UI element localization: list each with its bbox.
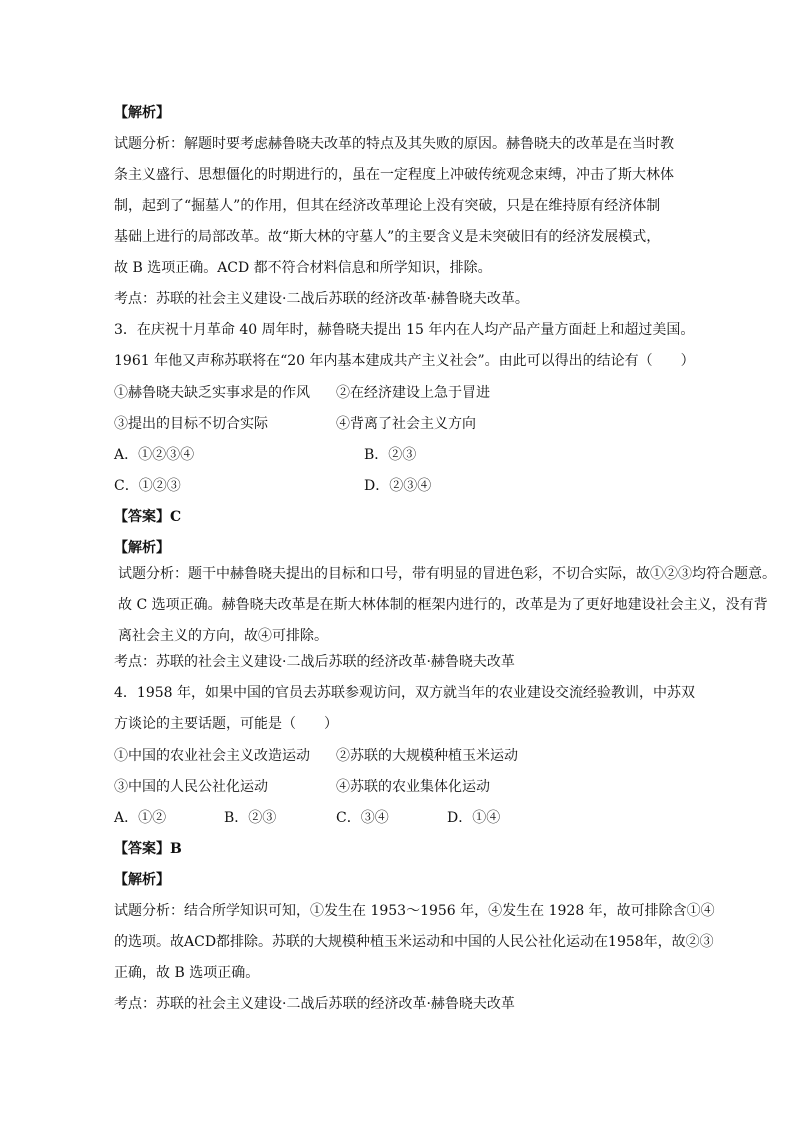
question-4-stem: 4．1958 年，如果中国的官员去苏联参观访问，双方就当年的农业建设交流经验教训，中苏双 bbox=[114, 685, 695, 701]
paragraph-line: 故 B 选项正确。ACD 都不符合材料信息和所学知识，排除。 bbox=[114, 260, 492, 276]
paragraph-line: 试题分析：解题时要考虑赫鲁晓夫改革的特点及其失败的原因。赫鲁晓夫的改革是在当时教 bbox=[114, 136, 674, 152]
paragraph-line: 故 C 选项正确。赫鲁晓夫改革是在斯大林体制的框架内进行的，改革是为了更好地建设社会主义，没有背 bbox=[118, 597, 768, 613]
choice-d: D．①④ bbox=[447, 810, 501, 826]
knowledge-point: 考点：苏联的社会主义建设·二战后苏联的经济改革·赫鲁晓夫改革 bbox=[114, 996, 515, 1012]
analysis-heading: 【解析】 bbox=[114, 105, 170, 121]
choice-b: B．②③ bbox=[364, 447, 417, 463]
choice-a: A．①② bbox=[114, 810, 167, 826]
knowledge-point: 考点：苏联的社会主义建设·二战后苏联的经济改革·赫鲁晓夫改革 bbox=[114, 654, 515, 670]
paragraph-line: 正确，故 B 选项正确。 bbox=[114, 965, 260, 981]
statement-option: ②苏联的大规模种植玉米运动 bbox=[336, 748, 518, 764]
analysis-heading: 【解析】 bbox=[114, 540, 170, 556]
paragraph-line: 离社会主义的方向，故④可排除。 bbox=[118, 628, 328, 644]
paragraph-line: 试题分析：结合所学知识可知，①发生在 1953～1956 年，④发生在 1928 年，故可排除含①④ bbox=[114, 903, 715, 919]
statement-option: ①赫鲁晓夫缺乏实事求是的作风 bbox=[114, 385, 310, 401]
paragraph-line: 制，起到了“掘墓人”的作用，但其在经济改革理论上没有突破，只是在维持原有经济体制 bbox=[114, 198, 661, 214]
analysis-heading: 【解析】 bbox=[114, 872, 170, 888]
choice-c: C．③④ bbox=[336, 810, 389, 826]
statement-option: ④苏联的农业集体化运动 bbox=[336, 779, 490, 795]
choice-c: C．①②③ bbox=[114, 478, 181, 494]
statement-option: ①中国的农业社会主义改造运动 bbox=[114, 748, 310, 764]
knowledge-point: 考点：苏联的社会主义建设·二战后苏联的经济改革·赫鲁晓夫改革。 bbox=[114, 291, 529, 307]
answer-line: 【答案】C bbox=[114, 509, 182, 525]
choice-d: D．②③④ bbox=[364, 478, 432, 494]
question-3-stem: 3．在庆祝十月革命 40 周年时，赫鲁晓夫提出 15 年内在人均产品产量方面赶上和超过美国。 bbox=[114, 322, 695, 338]
paragraph-line: 的选项。故ACD都排除。苏联的大规模种植玉米运动和中国的人民公社化运动在1958年，故②③ bbox=[114, 934, 714, 950]
paragraph-line: 基础上进行的局部改革。故“斯大林的守墓人”的主要含义是未突破旧有的经济发展模式， bbox=[114, 229, 661, 245]
statement-option: ④背离了社会主义方向 bbox=[336, 416, 476, 432]
question-3-stem: 1961 年他又声称苏联将在“20 年内基本建成共产主义社会”。由此可以得出的结论有（ ） bbox=[114, 353, 695, 369]
statement-option: ②在经济建设上急于冒进 bbox=[336, 385, 490, 401]
statement-option: ③提出的目标不切合实际 bbox=[114, 416, 268, 432]
paragraph-line: 试题分析：题干中赫鲁晓夫提出的目标和口号，带有明显的冒进色彩，不切合实际，故①②③均符合题意。 bbox=[118, 566, 776, 582]
choice-b: B．②③ bbox=[224, 810, 277, 826]
statement-option: ③中国的人民公社化运动 bbox=[114, 779, 268, 795]
choice-a: A．①②③④ bbox=[114, 447, 195, 463]
paragraph-line: 条主义盛行、思想僵化的时期进行的，虽在一定程度上冲破传统观念束缚，冲击了斯大林体 bbox=[114, 167, 674, 183]
question-4-stem: 方谈论的主要话题，可能是（ ） bbox=[114, 716, 338, 732]
answer-line: 【答案】B bbox=[114, 841, 182, 857]
